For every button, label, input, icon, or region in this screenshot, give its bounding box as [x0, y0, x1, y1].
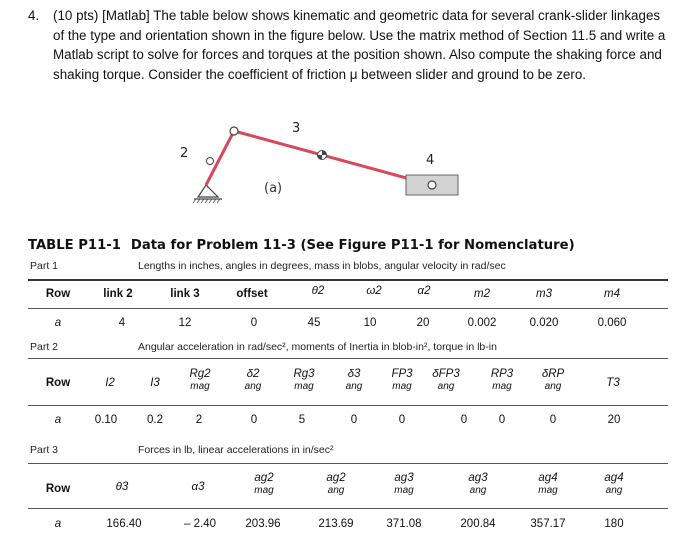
part2-cell-i3: 0.2	[147, 414, 163, 426]
part2-header-i3: I3	[150, 377, 160, 389]
part2-label: Part 2	[30, 341, 59, 353]
part3-header-ag2-mag: ag2 mag	[254, 472, 274, 496]
part1-header-theta2: θ2	[311, 285, 325, 297]
linkage-diagram	[150, 115, 490, 215]
table-rule	[28, 405, 668, 406]
ground-pivot	[193, 185, 222, 203]
part2-cell-deltarp: 0	[549, 414, 557, 426]
part3-header-ag2-ang: ag2 ang	[326, 472, 346, 496]
part1-cell-alpha2: 20	[416, 317, 430, 329]
part3-cell-ag4-mag: 357.17	[530, 518, 566, 530]
part2-header-rg3: Rg3 mag	[293, 368, 315, 392]
part1-cell-offset: 0	[250, 317, 258, 329]
part1-cell-theta2: 45	[307, 317, 321, 329]
part2-header-t3: T3	[606, 377, 620, 389]
table-rule	[28, 358, 668, 359]
crank-slider-figure	[150, 115, 490, 215]
problem-text: (10 pts) [Matlab] The table below shows kinematic and geometric data for several crank-slider linkages of the type and orientation shown in the figure below. Use the matrix method of Section 11.5 and write a Matlab script to solve for forces and torques at the position shown. Also compute the shaking force and shaking torque. Consider the coefficient of friction μ between slider and ground to be zero.	[53, 8, 666, 82]
part2-cell-rg2: 2	[195, 414, 203, 426]
part3-cell-theta3: 166.40	[106, 518, 142, 530]
label-link-4: 4	[426, 153, 435, 168]
part1-header-omega2: ω2	[366, 285, 382, 297]
part1-note: Lengths in inches, angles in degrees, mass in blobs, angular velocity in rad/sec	[138, 260, 506, 272]
part3-header-row: Row	[45, 483, 71, 495]
part2-header-deltarp: δRP ang	[541, 368, 565, 392]
part1-cell-link3: 12	[178, 317, 192, 329]
table-rule	[28, 279, 668, 281]
part1-cell-m2: 0.002	[467, 317, 497, 329]
part3-cell-ag3-ang: 200.84	[460, 518, 496, 530]
part1-cell-omega2: 10	[363, 317, 377, 329]
part1-label: Part 1	[30, 260, 59, 272]
part3-label: Part 3	[30, 444, 59, 456]
part2-header-rp3: RP3 mag	[490, 368, 514, 392]
part3-header-ag3-mag: ag3 mag	[394, 472, 414, 496]
part2-header-deltafp3: δFP3 ang	[432, 368, 460, 392]
part3-cell-ag2-ang: 213.69	[318, 518, 354, 530]
problem-number: 4.	[28, 8, 40, 23]
part2-cell-i2: 0.10	[94, 414, 118, 426]
part1-header-m3: m3	[536, 288, 552, 300]
problem-statement	[28, 6, 668, 84]
part3-cell-row: a	[54, 518, 62, 530]
label-link-3: 3	[292, 121, 301, 136]
part2-cell-row: a	[54, 414, 62, 426]
part2-cell-deltafp3: 0	[460, 414, 468, 426]
part2-cell-rg3: 5	[298, 414, 306, 426]
part3-note: Forces in lb, linear accelerations in in/sec²	[138, 444, 334, 456]
part1-cell-m3: 0.020	[529, 317, 559, 329]
table-rule	[28, 463, 668, 464]
part2-header-delta2: δ2 ang	[244, 368, 262, 392]
part2-header-i2: I2	[105, 377, 115, 389]
part1-cell-link2: 4	[118, 317, 126, 329]
table-rule	[28, 308, 668, 309]
part2-header-delta3: δ3 ang	[345, 368, 363, 392]
part1-cell-row: a	[54, 317, 62, 329]
part2-header-fp3: FP3 mag	[391, 368, 413, 392]
part1-header-link2: link 2	[103, 288, 133, 300]
table-rule	[28, 508, 668, 509]
table-title	[28, 238, 575, 253]
part2-note: Angular acceleration in rad/sec², moments of Inertia in blob-in², torque in lb-in	[138, 341, 497, 353]
coupler-cg-marker	[318, 151, 327, 160]
part3-cell-ag3-mag: 371.08	[386, 518, 422, 530]
part3-header-theta3: θ3	[115, 481, 129, 493]
part3-header-ag4-ang: ag4 ang	[604, 472, 624, 496]
part1-header-m2: m2	[474, 288, 490, 300]
part2-cell-delta2: 0	[250, 414, 258, 426]
part3-cell-ag4-ang: 180	[604, 518, 624, 530]
slider-pin	[428, 181, 436, 189]
link-3	[234, 131, 435, 185]
part2-header-row: Row	[45, 377, 71, 389]
table-title-main: Data for Problem 11-3 (See Figure P11-1 for Nomenclature)	[130, 238, 575, 253]
part1-header-m4: m4	[604, 288, 620, 300]
figure-caption: (a)	[264, 181, 283, 196]
part1-header-link3: link 3	[170, 288, 200, 300]
part1-header-row: Row	[45, 288, 71, 300]
part3-header-ag3-ang: ag3 ang	[468, 472, 488, 496]
part1-cell-m4: 0.060	[597, 317, 627, 329]
part2-header-rg2: Rg2 mag	[189, 368, 211, 392]
joint-a	[230, 127, 238, 135]
part3-cell-alpha3: – 2.40	[184, 518, 216, 530]
part2-cell-rp3: 0	[498, 414, 506, 426]
crank-cg-marker	[207, 158, 214, 165]
part2-cell-fp3: 0	[398, 414, 406, 426]
part3-cell-ag2-mag: 203.96	[245, 518, 281, 530]
label-link-2: 2	[180, 146, 189, 161]
part1-header-alpha2: α2	[417, 285, 431, 297]
part3-header-alpha3: α3	[191, 481, 205, 493]
table-title-prefix: TABLE P11-1	[28, 238, 121, 253]
part2-cell-t3: 20	[607, 414, 621, 426]
part1-header-offset: offset	[236, 288, 268, 300]
part2-cell-delta3: 0	[350, 414, 358, 426]
part3-header-ag4-mag: ag4 mag	[538, 472, 558, 496]
